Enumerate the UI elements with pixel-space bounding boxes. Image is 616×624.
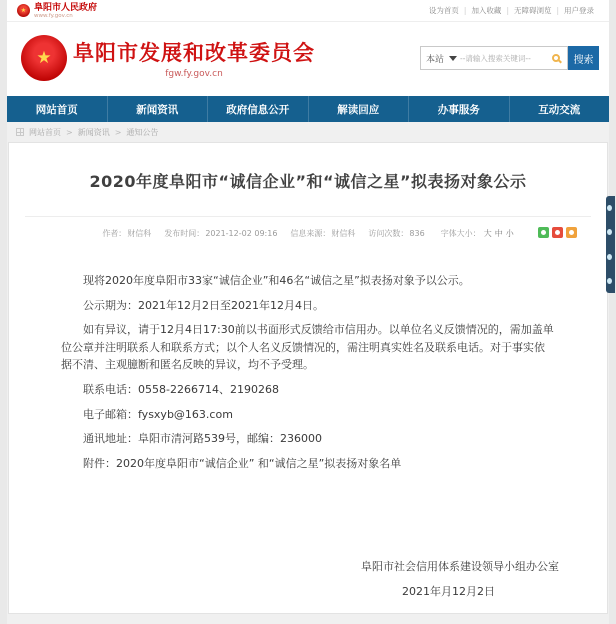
top-link-separator: | [506, 6, 509, 15]
top-link-separator: | [463, 6, 467, 15]
article-body [9, 240, 607, 472]
content-background [7, 122, 609, 624]
search-scope-dropdown[interactable]: 本站 [426, 54, 445, 65]
article-card [8, 142, 608, 614]
nav-item-interaction[interactable]: 互动交流 [538, 103, 581, 116]
agency-url: fgw.fy.gov.cn [165, 69, 223, 79]
signoff-date: 2021年月12月2日 [402, 585, 495, 599]
font-size-label: 字体大小： [440, 228, 481, 238]
nav-item-info-disclosure[interactable]: 政府信息公开 [208, 96, 309, 122]
float-tool-notch[interactable] [607, 229, 612, 235]
site-title-block [73, 37, 315, 79]
meta-publish-time [164, 228, 277, 239]
floating-side-toolbar[interactable] [606, 196, 615, 293]
breadcrumb-separator: > [114, 127, 122, 137]
float-tool-notch[interactable] [607, 205, 612, 211]
search-button[interactable]: 搜索 [568, 46, 599, 70]
title-divider [25, 216, 591, 217]
agency-title: 阜阳市发展和改革委员会 [73, 41, 315, 65]
source-label: 信息来源： [290, 228, 331, 238]
search-input[interactable] [460, 54, 550, 63]
set-homepage-link[interactable]: 设为首页 [428, 6, 459, 15]
masthead [7, 22, 609, 96]
article-meta [9, 226, 607, 240]
add-favorites-link[interactable]: 加入收藏 [471, 6, 502, 15]
wechat-share-icon[interactable] [538, 227, 549, 238]
float-tool-notch[interactable] [607, 278, 612, 284]
signoff-office: 阜阳市社会信用体系建设领导小组办公室 [361, 560, 559, 574]
meta-source [290, 228, 355, 239]
government-site-url: www.fy.gov.cn [34, 12, 73, 19]
author-label: 作者： [102, 228, 127, 238]
paragraph-mailing-address: 通讯地址：阜阳市清河路539号，邮编：236000 [83, 432, 322, 446]
publish-time-value: 2021-12-02 09:16 [205, 228, 278, 238]
chevron-down-icon[interactable] [449, 56, 457, 61]
author-value: 财信科 [127, 228, 152, 238]
breadcrumb-home[interactable]: 网站首页 [29, 127, 61, 137]
qzone-share-icon[interactable] [566, 227, 577, 238]
search-icon[interactable] [552, 54, 560, 62]
weibo-share-icon[interactable] [552, 227, 563, 238]
search-box [420, 46, 568, 70]
nav-item-home[interactable]: 网站首页 [7, 96, 108, 122]
nav-item-services[interactable]: 办事服务 [409, 96, 510, 122]
breadcrumb [7, 122, 609, 142]
font-size-control [438, 228, 514, 239]
government-mini-logo[interactable] [17, 3, 97, 19]
paragraph-objection-instructions: 如有异议，请于12月4日17:30前以书面形式反馈给市信用办。以单位名义反馈情况的，需加盖单位公章并注明联系人和联系方式；以个人名义反馈情况的，需注明真实姓名及联系电话。对于事实依据不清、主观臆断和匿名反映的异议，均不予受理。 [61, 323, 554, 372]
publish-time-label: 发布时间： [164, 228, 205, 238]
paragraph-contact-phone: 联系电话：0558-2266714、2190268 [83, 382, 279, 396]
font-size-medium-button[interactable]: 中 [494, 228, 503, 238]
share-icons [538, 227, 577, 238]
float-tool-notch[interactable] [607, 254, 612, 260]
top-utility-bar [7, 0, 609, 22]
paragraph-contact-email: 电子邮箱：fysxyb@163.com [83, 407, 233, 421]
views-value: 836 [409, 228, 425, 238]
search-bar [420, 46, 599, 70]
article-title: 2020年度阜阳市“诚信企业”和“诚信之星”拟表扬对象公示 [89, 172, 527, 191]
breadcrumb-notices[interactable]: 通知公告 [126, 127, 159, 137]
national-emblem-icon [17, 4, 30, 17]
meta-views [368, 228, 424, 239]
breadcrumb-separator: > [66, 127, 73, 137]
views-label: 访问次数： [368, 228, 409, 238]
breadcrumb-news[interactable]: 新闻资讯 [77, 127, 110, 137]
paragraph-announcement: 现将2020年度阜阳市33家“诚信企业”和46名“诚信之星”拟表扬对象予以公示。 [83, 274, 470, 287]
paragraph-attachment: 附件：2020年度阜阳市“诚信企业” 和“诚信之星”拟表扬对象名单 [83, 456, 402, 470]
top-links [424, 5, 599, 16]
accessibility-link[interactable]: 无障碍浏览 [513, 6, 552, 15]
paragraph-publicity-period: 公示期为：2021年12月2日至2021年12月4日。 [83, 298, 324, 312]
nav-item-interpretation[interactable]: 解读回应 [309, 96, 410, 122]
grid-icon [16, 128, 24, 136]
government-site-name: 阜阳市人民政府 [34, 2, 98, 13]
font-size-large-button[interactable]: 大 [483, 228, 492, 238]
meta-author [102, 228, 151, 239]
font-size-small-button[interactable]: 小 [505, 228, 514, 238]
page-container [7, 0, 609, 624]
national-emblem-icon [21, 35, 67, 81]
main-nav [7, 96, 609, 122]
user-login-link[interactable]: 用户登录 [564, 6, 594, 15]
nav-item-news[interactable]: 新闻资讯 [108, 96, 209, 122]
mini-logo-text [34, 3, 97, 19]
source-value: 财信科 [331, 228, 356, 238]
top-link-separator: | [556, 6, 559, 15]
